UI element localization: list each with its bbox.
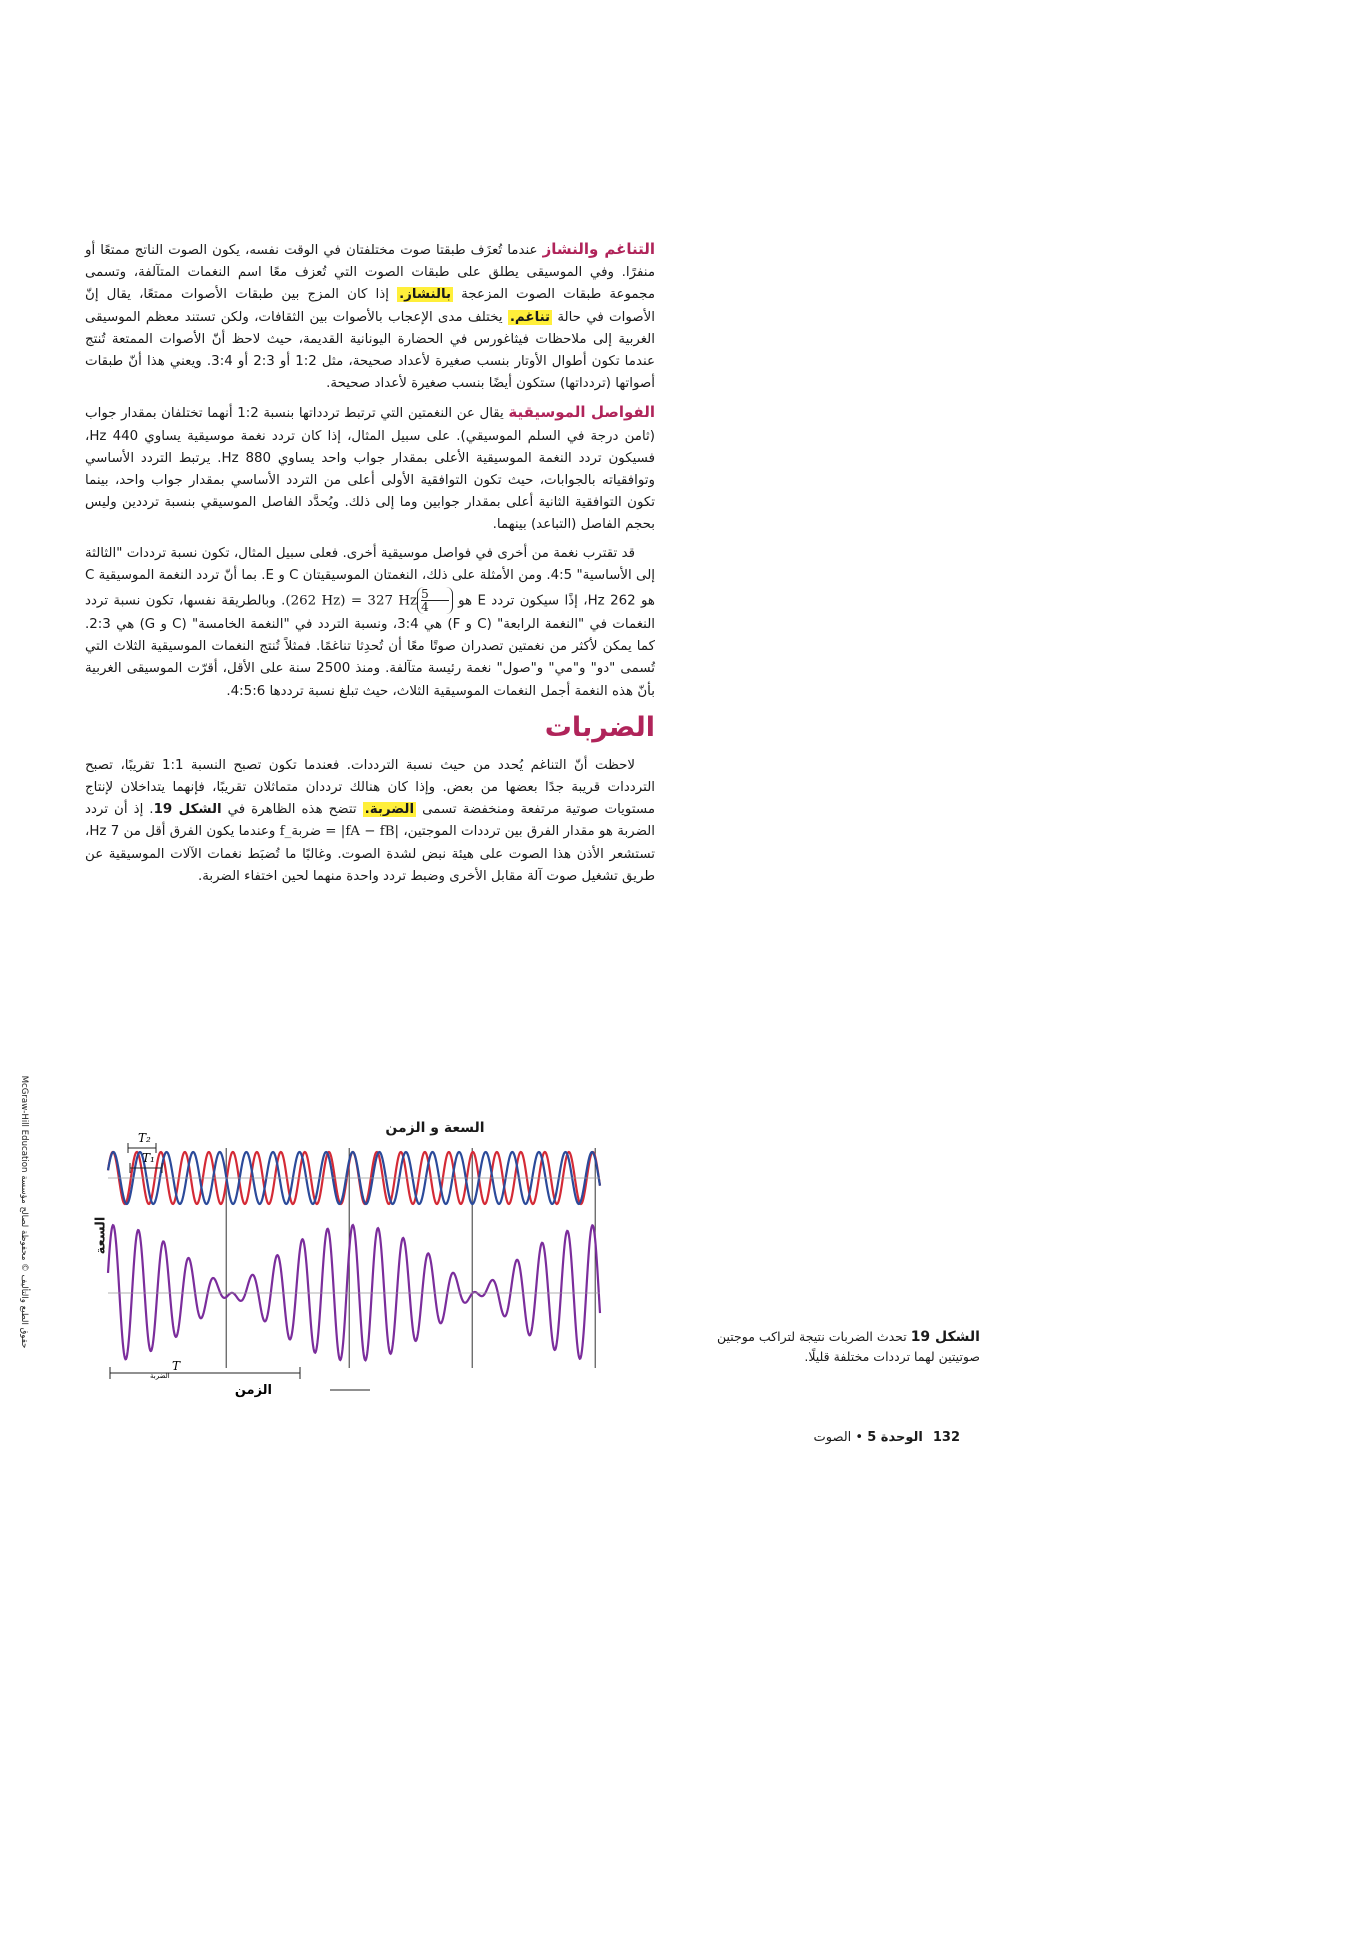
figure-title: السعة و الزمن [385,1120,485,1136]
highlight-beat: الضربة. [364,802,415,818]
y-axis-label: السعة [93,1216,109,1255]
page-number: 132 [932,1430,960,1445]
paragraph-intervals: الفواصل الموسيقية يقال عن النغمتين التي ترتبط تردداتها بنسبة 1:2 أنهما تختلفان بمقدار جواب (ثامن درجة في السلم الموسيقي). على سبيل المثال، إذا كان تردد نغمة موسيقية يساوي 440 Hz، فسيكون تردد النغمة الموسيقية الأعلى بمقدار جواب واحد يساوي 880 Hz. يرتبط التردد الأساسي وتوافقياته بالجوابات، حيث تكون التوافقية الأولى أعلى من التردد الأساسي بمقدار جواب واحد، بينما تكون التوافقية الثانية أعلى بمقدار جوابين وما إلى ذلك. ويُحدَّد الفاصل الموسيقي بنسبة ترددين وليس بحجم الفاصل (التباعد) بينهما. [85,403,655,533]
paragraph-intervals-examples: قد تقترب نغمة من أخرى في فواصل موسيقية أخرى. فعلى سبيل المثال، تكون نسبة ترددات "الثالثة إلى الأساسية" 4:5. ومن الأمثلة على ذلك، النغمتان الموسيقيتان C و E. بما أنّ تردد النغمة الموسيقية C هو 262 Hz، إذًا سيكون تردد E هو $\frac{5}{4}$ (262 Hz) = 327 Hz. وبالطريقة نفسها، تكون نسبة تردد النغمات في "النغمة الرابعة" (C و F) هي 3:4، ونسبة التردد في "النغمة الخامسة" (C و G) هي 2:3. كما يمكن لأكثر من نغمتين تصدران صوتًا معًا أن تُحدِثا تناغمًا. فمثلاً تُنتج النغمات الموسيقية الثلاث التي تُسمى "دو" و"مي" و"صول" نغمة رئيسة متآلفة. ومنذ 2500 سنة على الأقل، أقرّت الموسيقى الغربية بأنّ هذه النغمة أجمل النغمات الموسيقية الثلاث، حيث تبلغ نسبة ترددها 4:5:6. [85,545,656,699]
main-text-column [85,238,655,894]
math-327hz: 327 Hz [367,593,418,609]
figure-caption: الشكل 19 تحدث الضربات نتيجة لتراكب موجتين صوتيتين لهما ترددات مختلفة قليلًا. [716,1329,980,1364]
paragraph-beats: لاحظت أنّ التناغم يُحدد من حيث نسبة الترددات. فعندما تكون تصبح النسبة 1:1 تقريبًا، تصبح الترددات قريبة جدًا بعضها من بعض. وإذا كان هنالك ترددان متماثلان تقريبًا، فإنهما يتداخلان لإنتاج مستويات صوتية مرتفعة ومنخفضة تسمى الضربة. تتضح هذه الظاهرة في الشكل 19. إذ أن تردد الضربة هو مقدار الفرق بين ترددات الموجتين، f_ضربة = |fA − fB| وعندما يكون الفرق أقل من 7 Hz، تستشعر الأذن هذا الصوت على هيئة نبض لشدة الصوت. وغالبًا ما تُضبَط نغمات الآلات الموسيقية عن طريق تشغيل صوت آلة مقابل الأخرى وضبط تردد واحدة منهما لحين اختفاء الضربة. [85,757,655,884]
keyword-consonance-dissonance: التناغم والنشاز [542,240,655,258]
tbeat-subscript: الضربة [150,1372,170,1380]
figure-reference: الشكل 19 [153,802,222,818]
highlight-dissonance: بالنشاز. [399,287,452,303]
highlight-consonance: تناغم. [509,309,551,325]
caption-figure-number: الشكل 19 [910,1329,980,1345]
page-footer: 132الوحدة 5 • الصوت [813,1430,960,1445]
t2-label: T₂ [138,1131,151,1145]
math-262hz: (262 Hz) [285,593,346,609]
x-axis-label: الزمن [234,1383,272,1398]
unit-label: الوحدة 5 [867,1430,923,1445]
beat-frequency-formula: f_ضربة = |fA − fB| [279,824,400,840]
fraction-5-4: $\frac{5}{4}$ [417,587,453,614]
figure-beats-graph [93,1118,610,1398]
tbeat-label: T [172,1359,181,1373]
paragraph-consonance: التناغم والنشاز عندما تُعزَف طبقتا صوت مختلفتان في الوقت نفسه، يكون الصوت الناتج ممتعًا أو منفرًا. وفي الموسيقى يطلق على طبقات الصوت التي تُعزف معًا اسم النغمات المتآلفة، وتسمى مجموعة طبقات الصوت المزعجة بالنشاز. إذا كان المزج بين طبقات الأصوات ممتعًا، يقال إنّ الأصوات في حالة تناغم. يختلف مدى الإعجاب بالأصوات بين الثقافات، ولكن تستند معظم الموسيقى الغربية إلى ملاحظات فيثاغورس في الحضارة اليونانية القديمة، حيث لاحظ أنّ الأصوات الممتعة تُنتج عندما تكون أطوال الأوتار بنسب صغيرة لأعداد صحيحة، مثل 1:2 أو 2:3 أو 3:4. ويعني هذا أنّ طبقات أصواتها (تردداتها) ستكون أيضًا بنسب صغيرة لأعداد صحيحة. [85,240,656,392]
unit-topic: الصوت [813,1430,852,1445]
copyright-side-note: حقوق الطبع والتأليف © محفوظة لصالح مؤسسة McGraw-Hill Education [19,1075,29,1349]
keyword-musical-intervals: الفواصل الموسيقية [508,403,655,422]
beats-graph-svg [100,1118,610,1398]
section-heading-beats: الضربات [544,711,655,743]
t1-label: T₁ [142,1151,155,1165]
